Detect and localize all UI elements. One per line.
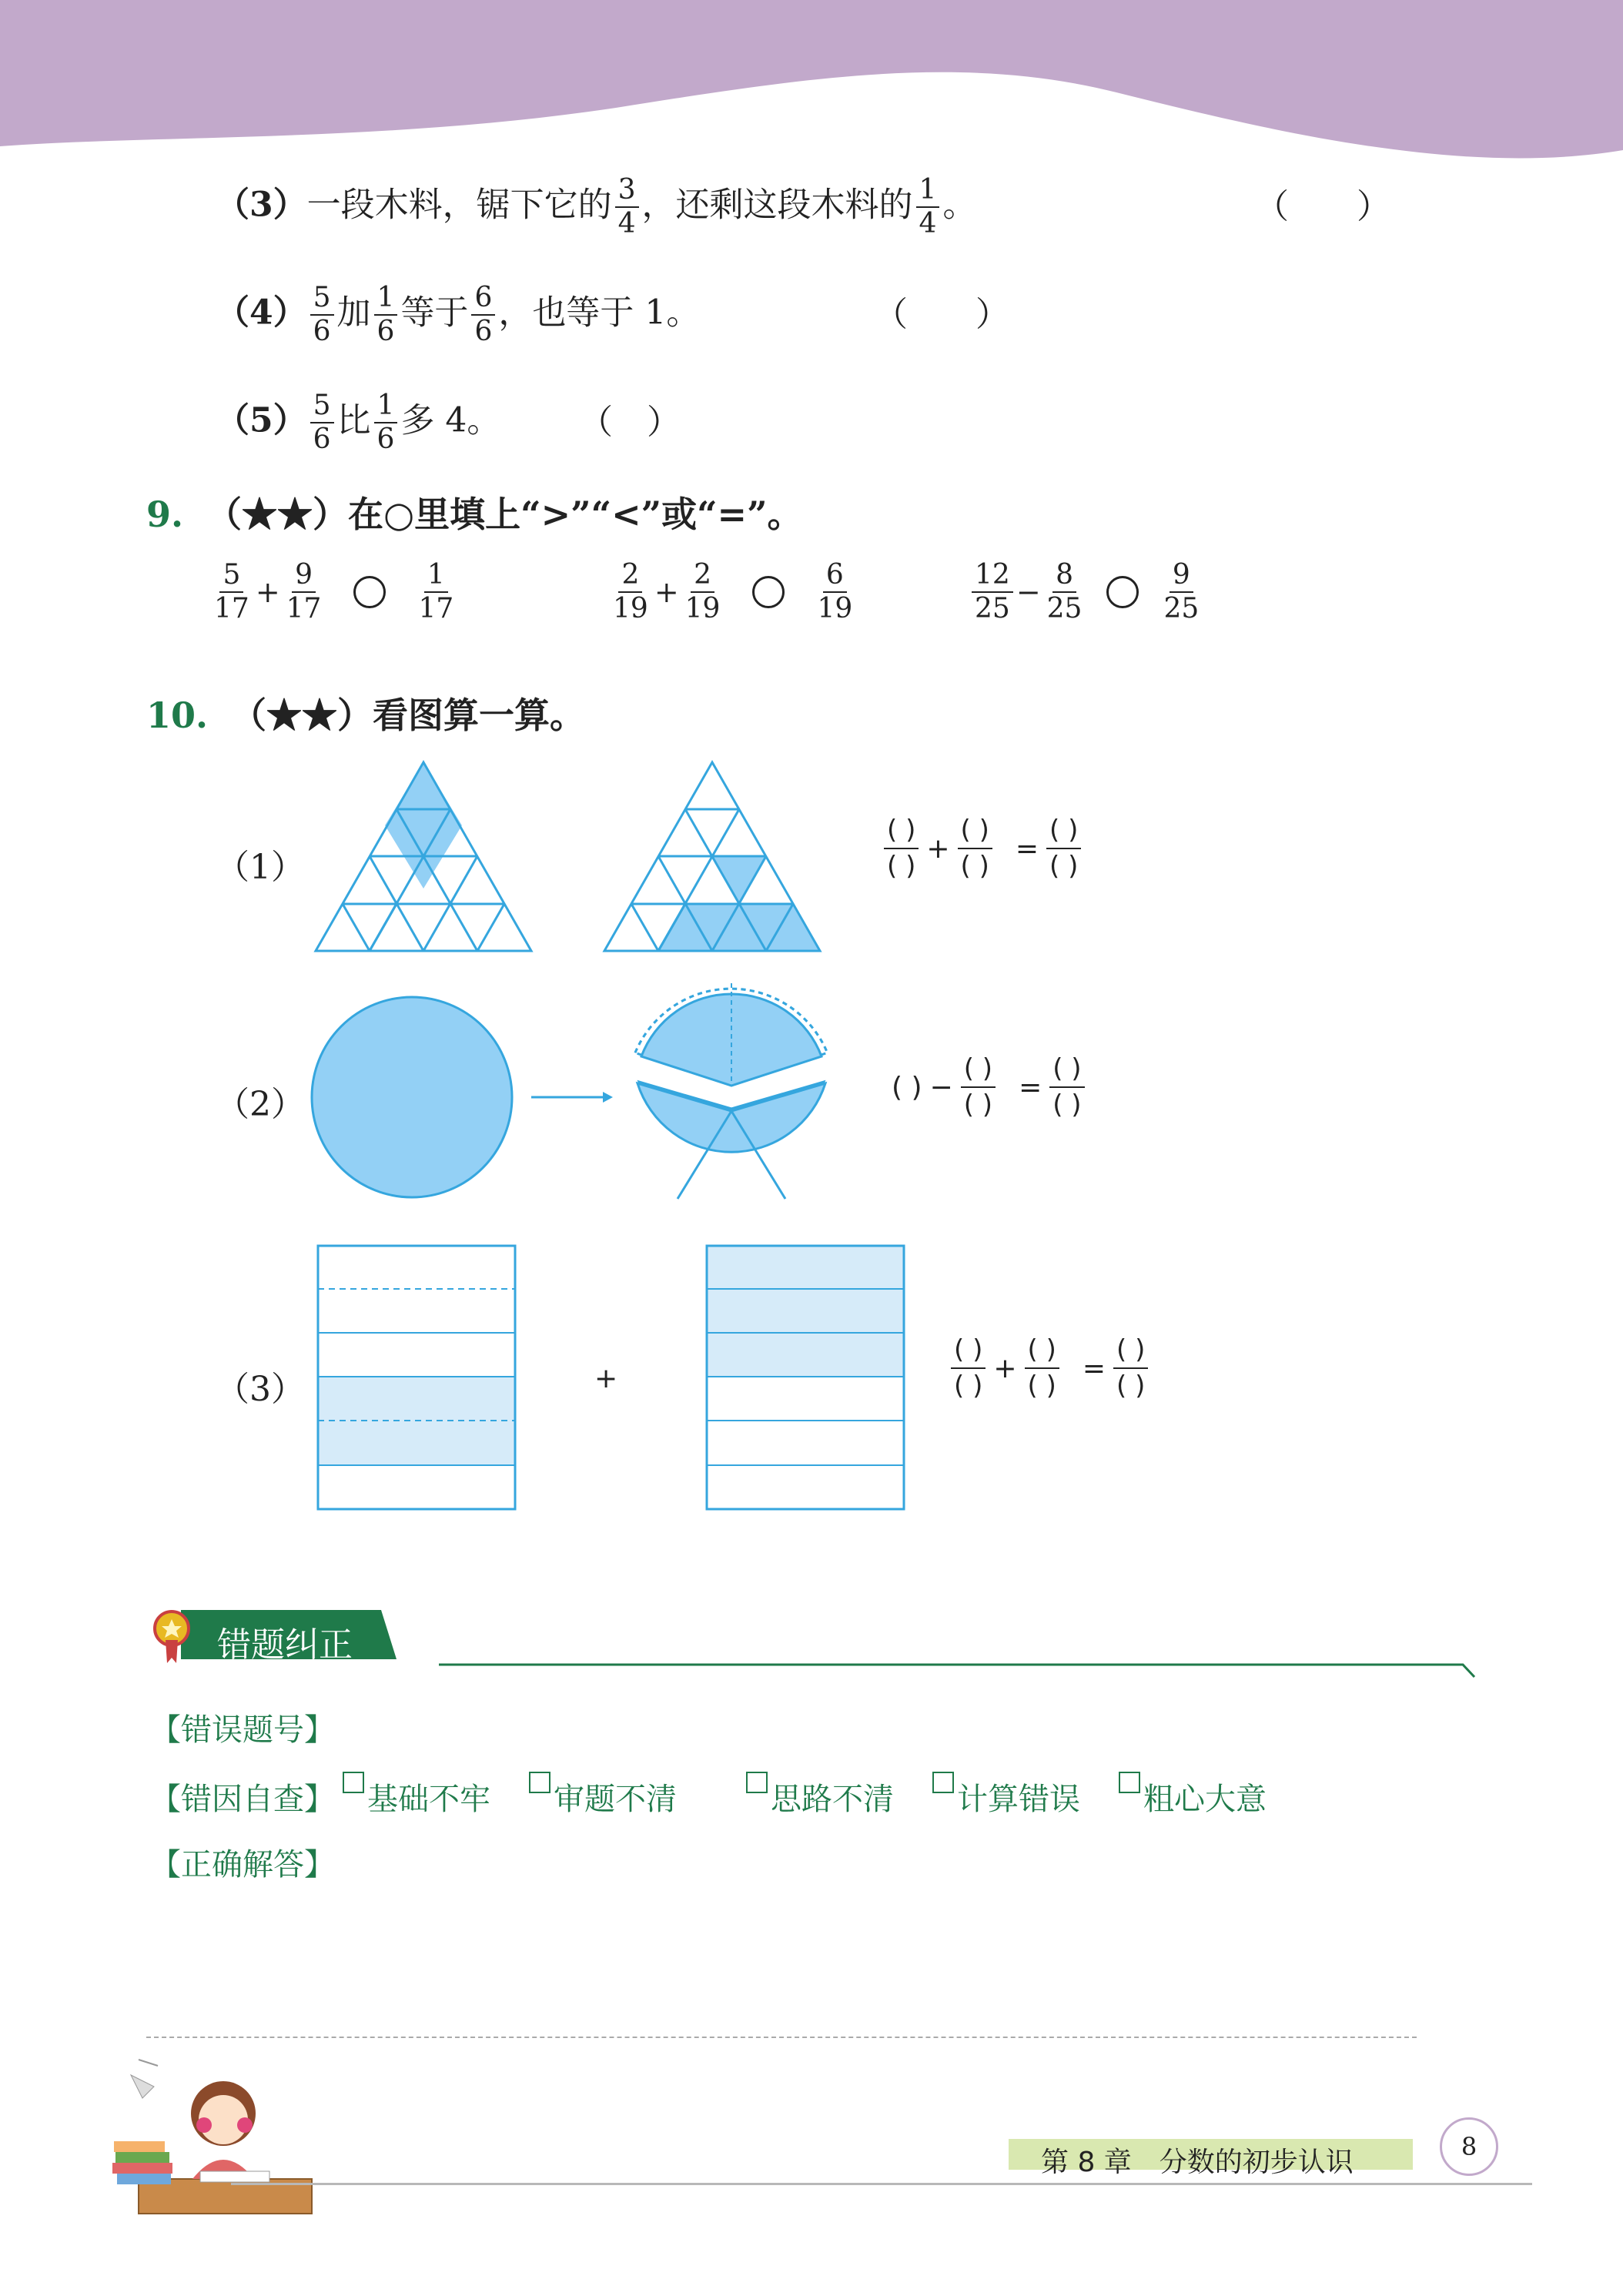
answer-paren[interactable]: （ ） <box>1255 187 1390 226</box>
answer-fraction[interactable]: $\frac{( )}{( )}$ <box>1113 1336 1148 1401</box>
item-text: 一段木料，锯下它的 <box>306 185 612 225</box>
answer-fraction[interactable]: $\frac{( )}{( )}$ <box>884 816 919 882</box>
item-text: ，还剩这段木料的 <box>641 185 913 225</box>
checkbox-option-2[interactable]: 审题不清 <box>529 1775 677 1819</box>
error-reason-row <box>150 1775 1305 1819</box>
figure-label-2: （2） <box>216 1085 305 1124</box>
header-wave <box>0 0 1623 177</box>
circle-cut-figure <box>616 974 855 1220</box>
item-number: （5） <box>216 400 307 440</box>
rectangle-figure-left <box>312 1240 520 1513</box>
equation-3: $\frac{( )}{( )}$ + $\frac{( )}{( )}$ = $\frac{( )}{( )}$ <box>951 1336 1148 1401</box>
answer-fraction[interactable]: $\frac{( )}{( )}$ <box>1025 1336 1059 1401</box>
item-number: （3） <box>216 185 307 225</box>
question-title: （★★）看图算一算。 <box>231 694 586 736</box>
correct-answer-label: 【正确解答】 <box>150 1847 335 1883</box>
fraction: $\frac{1}{4}$ <box>916 176 940 239</box>
footer-line <box>231 2183 1532 2185</box>
equation-2: ( ) − $\frac{( )}{( )}$ = $\frac{( )}{( )}$ <box>892 1055 1085 1120</box>
fraction: $\frac{1}{6}$ <box>374 391 398 454</box>
q9-heading <box>146 487 803 537</box>
checkbox-option-5[interactable]: 粗心大意 <box>1119 1775 1267 1819</box>
compare-item-1: $\frac{5}{17}$ + $\frac{9}{17}$ $\frac{1}{17}$ <box>214 559 454 624</box>
question-number: 9. <box>146 494 184 535</box>
compare-circle[interactable] <box>1106 576 1139 608</box>
answer-fraction[interactable]: $\frac{( )}{( )}$ <box>1049 1055 1084 1120</box>
correction-banner-title: 错题纠正 <box>217 1625 353 1665</box>
answer-fraction[interactable]: $\frac{( )}{( )}$ <box>1046 816 1081 882</box>
fraction: $\frac{5}{6}$ <box>310 283 334 346</box>
fraction: $\frac{3}{4}$ <box>615 176 639 239</box>
chapter-title: 第 8 章 分数的初步认识 <box>1041 2147 1354 2178</box>
item-text: 加 <box>336 293 371 333</box>
whole-circle <box>304 989 535 1213</box>
compare-circle[interactable] <box>353 576 386 608</box>
triangle-figure-right <box>597 758 835 955</box>
answer-fraction[interactable]: $\frac{( )}{( )}$ <box>961 1055 996 1120</box>
banner-underline <box>431 1655 1478 1678</box>
wrong-question-number-label: 【错误题号】 <box>150 1712 335 1748</box>
fraction: $\frac{5}{6}$ <box>310 391 334 454</box>
answer-fraction[interactable]: $\frac{( )}{( )}$ <box>951 1336 986 1401</box>
figure-label-3: （3） <box>216 1370 305 1409</box>
student-illustration <box>108 2044 323 2221</box>
compare-circle[interactable] <box>752 576 785 608</box>
answer-paren[interactable]: （ ） <box>579 403 681 442</box>
arrow-icon <box>530 1086 614 1109</box>
answer-blank[interactable]: ( ) <box>892 1071 922 1103</box>
rectangle-figure-right <box>701 1240 909 1513</box>
q8-item-5 <box>216 391 500 454</box>
item-text: 。 <box>942 185 977 225</box>
checkbox-icon[interactable] <box>746 1772 768 1793</box>
checkbox-icon[interactable] <box>1119 1772 1140 1793</box>
checkbox-icon[interactable] <box>343 1772 364 1793</box>
q8-item-4 <box>216 283 700 346</box>
compare-item-3: $\frac{12}{25}$ − $\frac{8}{25}$ $\frac{9}{25}$ <box>969 561 1205 624</box>
checkbox-option-3[interactable]: 思路不清 <box>746 1775 894 1819</box>
fraction: $\frac{6}{6}$ <box>471 283 495 346</box>
triangle-figure-left <box>308 758 547 955</box>
checkbox-icon[interactable] <box>932 1772 954 1793</box>
item-text: 多 4。 <box>400 400 501 440</box>
checkbox-option-4[interactable]: 计算错误 <box>932 1775 1080 1819</box>
equation-1: $\frac{( )}{( )}$ + $\frac{( )}{( )}$ = $\frac{( )}{( )}$ <box>884 816 1081 882</box>
dotted-separator <box>146 2037 1417 2038</box>
page-number: 8 <box>1440 2117 1498 2176</box>
item-text: ，也等于 1。 <box>498 293 701 333</box>
question-title: （★★）在○里填上“>”“<”或“=”。 <box>206 494 803 535</box>
answer-fraction[interactable]: $\frac{( )}{( )}$ <box>958 816 992 882</box>
q8-item-3 <box>216 176 976 239</box>
answer-paren[interactable]: （ ） <box>874 295 1009 334</box>
question-number: 10. <box>146 694 209 736</box>
checkbox-option-1[interactable]: 基础不牢 <box>343 1775 490 1819</box>
q10-heading <box>146 688 585 738</box>
figure-label-1: （1） <box>216 848 305 887</box>
item-text: 比 <box>336 400 371 440</box>
error-reason-label: 【错因自查】 <box>150 1782 335 1817</box>
item-number: （4） <box>216 293 307 333</box>
fraction: $\frac{1}{6}$ <box>374 283 398 346</box>
checkbox-icon[interactable] <box>529 1772 550 1793</box>
item-text: 等于 <box>400 293 469 333</box>
plus-sign: + <box>594 1363 618 1394</box>
compare-item-2: $\frac{2}{19}$ + $\frac{2}{19}$ $\frac{6}{19}$ <box>613 559 853 624</box>
